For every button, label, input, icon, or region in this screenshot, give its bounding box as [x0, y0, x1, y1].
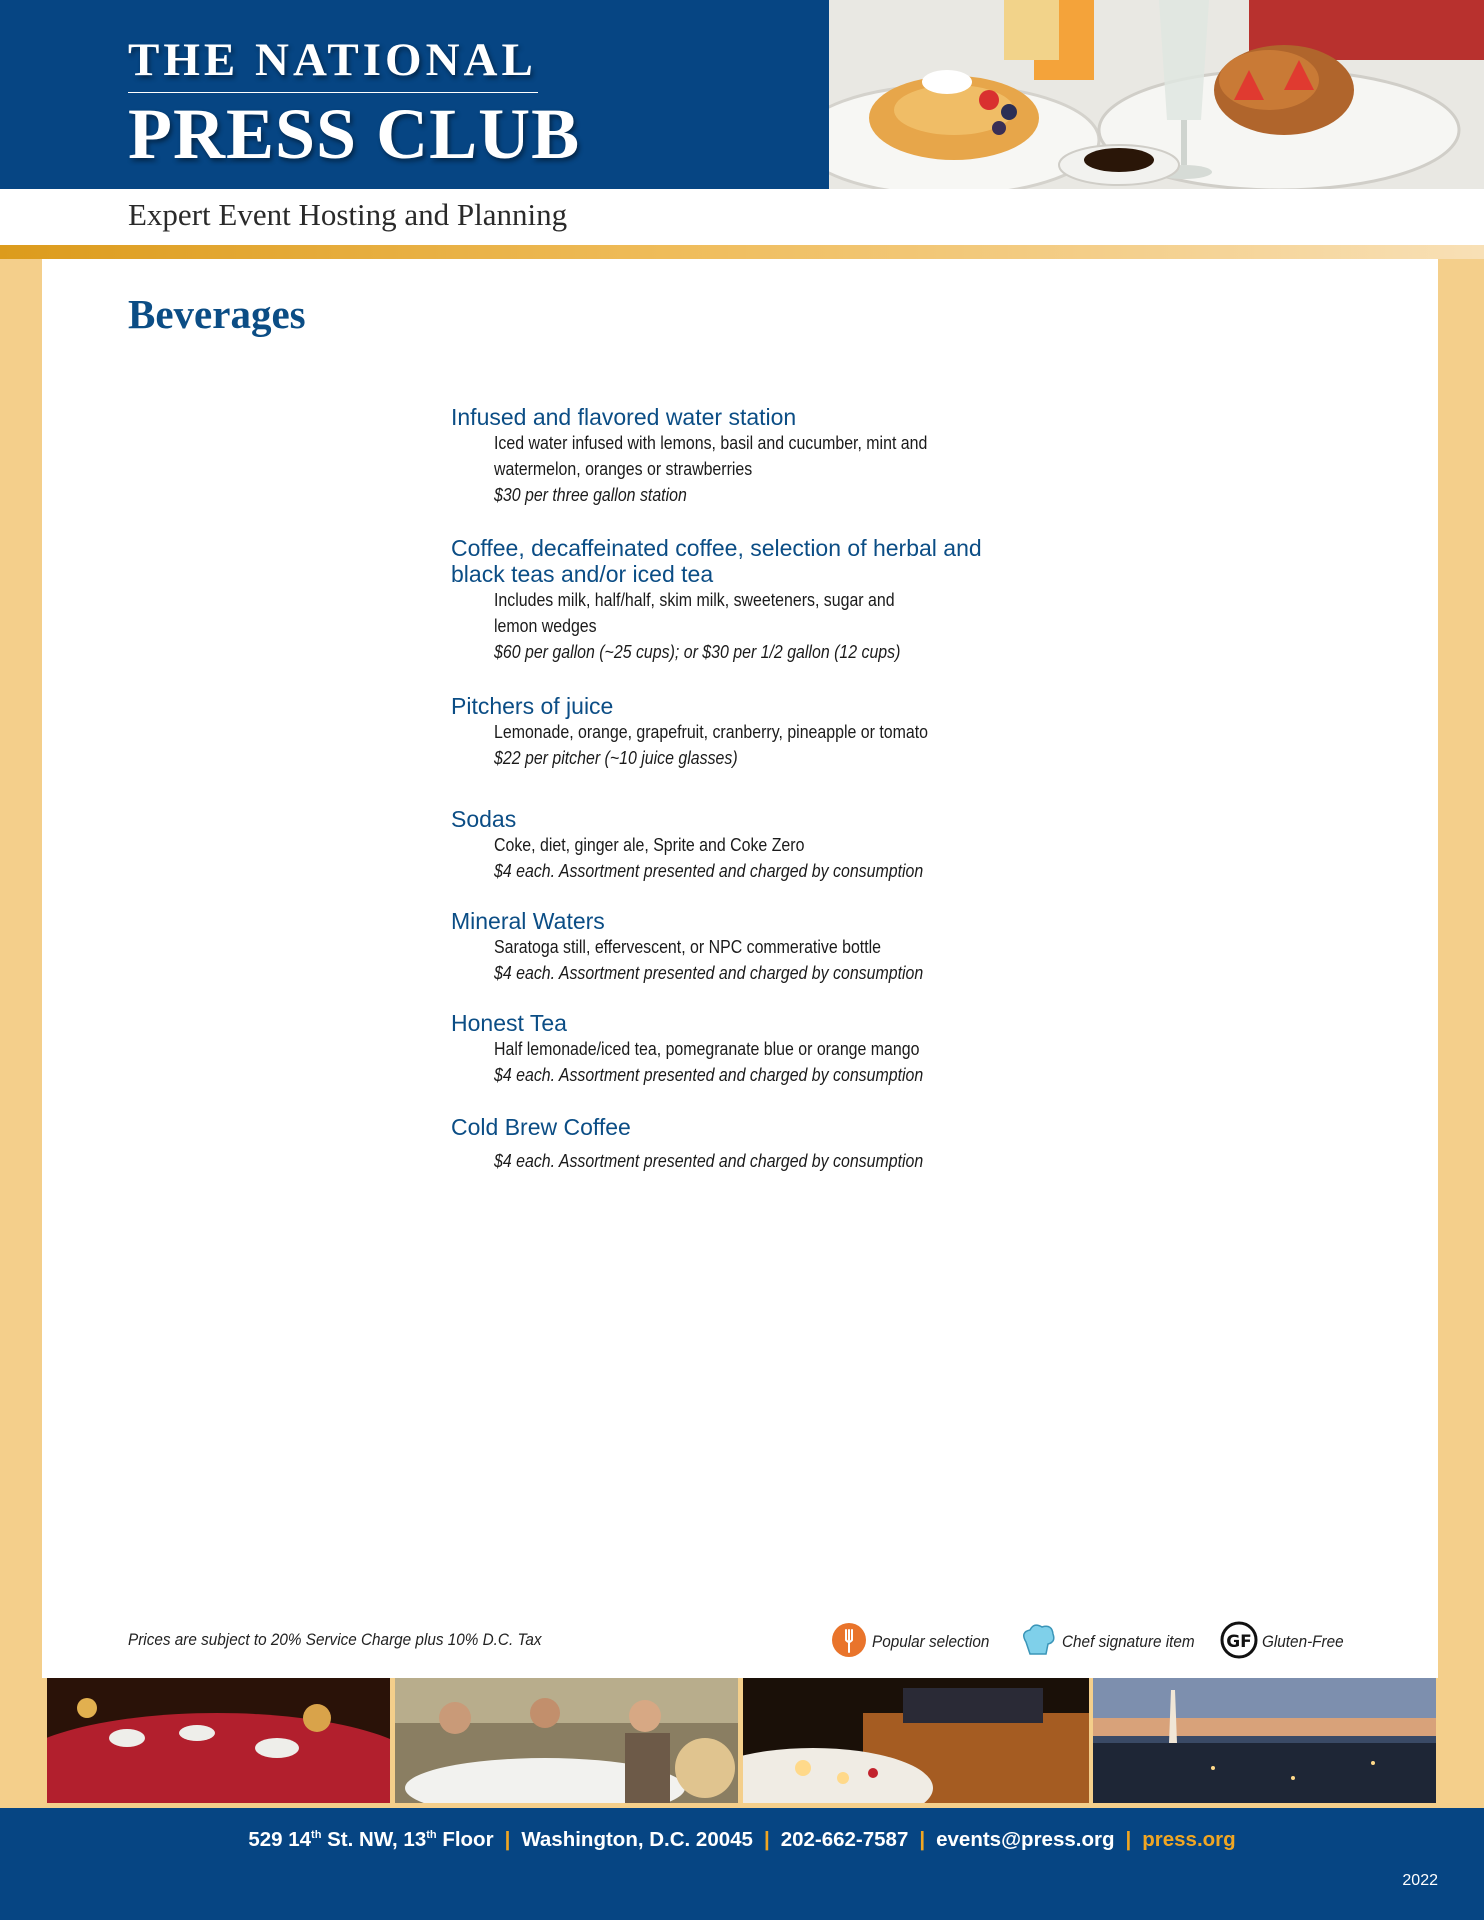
logo-line1: THE NATIONAL	[128, 34, 537, 86]
item-price: $4 each. Assortment presented and charged by consumption	[494, 1064, 924, 1085]
club-logo	[128, 30, 581, 174]
menu-item	[451, 535, 1151, 665]
item-description: Half lemonade/iced tea, pomegranate blue or orange mango	[494, 1038, 920, 1059]
phone-number[interactable]: 202-662-7587	[780, 1828, 909, 1851]
item-price: $60 per gallon (~25 cups); or $30 per 1/2 gallon (12 cups)	[494, 641, 901, 662]
year: 2022	[1402, 1872, 1438, 1889]
skyline-photo	[1093, 1678, 1436, 1803]
price-footnote: Prices are subject to 20% Service Charge plus 10% D.C. Tax	[128, 1630, 542, 1649]
address-city: Washington, D.C. 20045	[521, 1828, 753, 1851]
breakfast-photo	[829, 0, 1484, 189]
legend-label: Chef signature item	[1062, 1632, 1195, 1651]
menu-item	[451, 1114, 1151, 1174]
item-title: Infused and flavored water station	[451, 404, 797, 430]
item-description: lemon wedges	[494, 615, 597, 636]
website-link[interactable]: press.org	[1142, 1828, 1236, 1851]
item-title: Pitchers of juice	[451, 693, 614, 719]
page-title: Beverages	[128, 291, 306, 337]
separator: |	[919, 1828, 926, 1851]
email-link[interactable]: events@press.org	[936, 1828, 1115, 1851]
item-price: $22 per pitcher (~10 juice glasses)	[494, 747, 738, 768]
item-price: $30 per three gallon station	[494, 484, 687, 505]
logo-rule	[128, 92, 538, 93]
item-description: Saratoga still, effervescent, or NPC commerative bottle	[494, 936, 882, 957]
item-price: $4 each. Assortment presented and charged by consumption	[494, 1150, 924, 1171]
item-description: Iced water infused with lemons, basil and cucumber, mint and	[494, 432, 928, 453]
item-description: Lemonade, orange, grapefruit, cranberry, pineapple or tomato	[494, 721, 928, 742]
item-description: Coke, diet, ginger ale, Sprite and Coke Zero	[494, 834, 805, 855]
legend-chef	[1018, 1624, 1209, 1660]
item-title: Cold Brew Coffee	[451, 1114, 631, 1140]
menu-item	[451, 1010, 1151, 1088]
separator: |	[763, 1828, 770, 1851]
menu-item	[451, 806, 1151, 884]
legend-popular	[830, 1624, 1002, 1660]
legend-gluten-free	[1220, 1624, 1353, 1660]
logo-line2: PRESS CLUB	[128, 94, 581, 174]
item-price: $4 each. Assortment presented and charged by consumption	[494, 962, 924, 983]
separator: |	[1125, 1828, 1132, 1851]
menu-item	[451, 908, 1151, 986]
separator: |	[504, 1828, 511, 1851]
gold-divider	[0, 245, 1484, 259]
item-title: Sodas	[451, 806, 517, 832]
ballroom-photo	[743, 1678, 1089, 1803]
gluten-free-icon	[1220, 1621, 1258, 1664]
menu-item	[451, 693, 1151, 771]
item-price: $4 each. Assortment presented and charged by consumption	[494, 860, 924, 881]
tagline: Expert Event Hosting and Planning	[128, 197, 568, 232]
item-description: Includes milk, half/half, skim milk, sweeteners, sugar and	[494, 589, 895, 610]
chef-hat-icon	[1018, 1622, 1058, 1663]
legend-label: Gluten-Free	[1262, 1632, 1344, 1651]
contact-line	[0, 1828, 1484, 1852]
item-title: Mineral Waters	[451, 908, 605, 934]
gf-badge-text: GF	[1226, 1631, 1252, 1652]
footer-band	[0, 1808, 1484, 1920]
banquet-table-photo	[47, 1678, 390, 1803]
popular-selection-icon	[830, 1622, 868, 1663]
item-title-line2: black teas and/or iced tea	[451, 561, 714, 587]
menu-item	[451, 404, 1151, 508]
tagline-band	[0, 189, 1484, 245]
meeting-photo	[395, 1678, 738, 1803]
legend-label: Popular selection	[872, 1632, 990, 1651]
item-description: watermelon, oranges or strawberries	[494, 458, 753, 479]
address-street: 529 14th St. NW, 13th Floor	[248, 1828, 494, 1851]
item-title: Honest Tea	[451, 1010, 567, 1036]
item-title: Coffee, decaffeinated coffee, selection of herbal and	[451, 535, 982, 561]
